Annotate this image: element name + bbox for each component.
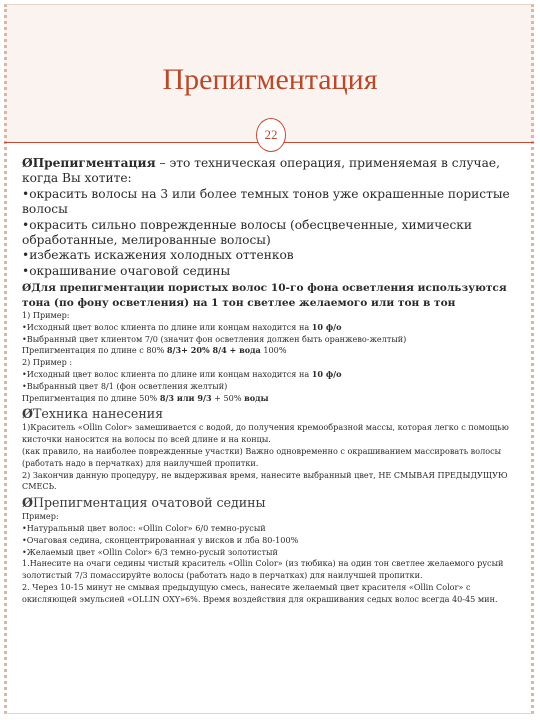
example2-label: 2) Пример : (22, 357, 73, 368)
slide-content (22, 156, 522, 646)
example1-source-level: 10 ф/о (311, 321, 342, 332)
gray-paragraph: •Желаемый цвет «Ollin Color» 6/3 темно-русый золотистый (22, 546, 278, 557)
intro-bullet: •окрашивание очаговой седины (22, 263, 231, 278)
technique-paragraph: (как правило, на наиболее поврежденные участки) Важно одновременно с окрашиванием массировать волосы (работать надо в перчатках) для наилучшей пропитки. (22, 446, 502, 468)
gray-arrow-bullet: Ø (22, 495, 33, 511)
technique-arrow-bullet: Ø (22, 406, 33, 422)
porous-heading-text: Для препигментации пористых волос 10-го фона осветления используются тона (по фону осветления) на 1 тон светлее желаемого или тон в тон (22, 282, 507, 309)
example2-line: •Выбранный цвет 8/1 (фон осветления желтый) (22, 380, 228, 391)
example2-line (22, 393, 522, 405)
gray-paragraph: 1.Нанесите на очаги седины чистый краситель «Ollin Color» (из тюбика) на один тон светлее желаемого русый золотистый 7/3 помассируйте волосы (работать надо в перчатках) для наилучшей пропитки. (22, 558, 504, 581)
example2-prepig-formula: 8/3 или 9/3 (159, 392, 212, 403)
page-number-badge: 22 (256, 118, 286, 152)
gray-paragraph: •Натуральный цвет волос: «Ollin Color» 6/0 темно-русый (22, 523, 266, 534)
gray-heading-text: Препигментация очатовой седины (32, 495, 266, 511)
intro-term: Препигментация (32, 156, 156, 170)
technique-paragraph: 2) Закончив данную процедуру, не выдерживая время, нанесите выбранный цвет, НЕ СМЫВАЯ ПРЕДЫДУЩУЮ СМЕСЬ. (22, 469, 508, 492)
example2-line (22, 369, 522, 381)
slide-title: Препигментация (162, 63, 378, 96)
example2-prepig-water: воды (244, 392, 269, 403)
example1-prepig-formula: 8/3+ 20% 8/4 + вода (166, 345, 261, 356)
example1-line: •Выбранный цвет клиентом 7/0 (значит фон осветления должен быть оранжево-желтый) (22, 333, 407, 344)
example2-source-level: 10 ф/о (311, 369, 342, 380)
example1-source-text: •Исходный цвет волос клиента по длине или концам находится на (22, 321, 312, 332)
gray-paragraph: Пример: (22, 511, 59, 522)
example1-prepig-end: 100% (260, 345, 287, 356)
example1-prepig-text: Препигментация по длине с 80% (22, 345, 167, 356)
intro-bullet: •окрасить сильно поврежденные волосы (обесцвеченные, химически обработанные, мелированные волосы) (22, 217, 473, 248)
gray-heading (22, 495, 522, 511)
technique-paragraph: 1)Краситель «Ollin Color» замешивается с водой, до получения кремообразной массы, которая легко с помощью кисточки наносится на волосы по всей длине и на концы. (22, 422, 509, 445)
gray-paragraph: 2. Через 10-15 минут не смывая предыдущую смесь, нанесите желаемый цвет красителя «Ollin Color» с окисляющей эмульсией «OLLIN OXY»6%. Время воздействия для окрашивания седых волос всегда 40-45 мин. (22, 582, 498, 604)
intro-bullet: •избежать искажения холодных оттенков (22, 248, 294, 263)
porous-heading (22, 281, 522, 310)
porous-arrow-bullet: Ø (22, 282, 32, 295)
intro-arrow-bullet: Ø (22, 156, 33, 170)
example2-prepig-text: Препигментация по длине 50% (22, 392, 160, 403)
gray-paragraph: •Очаговая седина, сконцентрированная у висков и лба 80-100% (22, 534, 299, 545)
example1-label: 1) Пример: (22, 310, 70, 321)
intro-paragraph (22, 156, 522, 187)
intro-bullet: •окрасить волосы на 3 или более темных тонов уже окрашенные пористые волосы (22, 186, 510, 217)
example1-line (22, 345, 522, 357)
intro-definition: – это техническая операция, применяемая в случае, когда Вы хотите: (22, 156, 500, 186)
technique-heading-text: Техника нанесения (32, 406, 164, 422)
example2-source-text: •Исходный цвет волос клиента по длине или концам находится на (22, 369, 312, 380)
example2-prepig-mid: + 50% (211, 392, 245, 403)
example1-line (22, 322, 522, 334)
technique-heading (22, 406, 522, 422)
